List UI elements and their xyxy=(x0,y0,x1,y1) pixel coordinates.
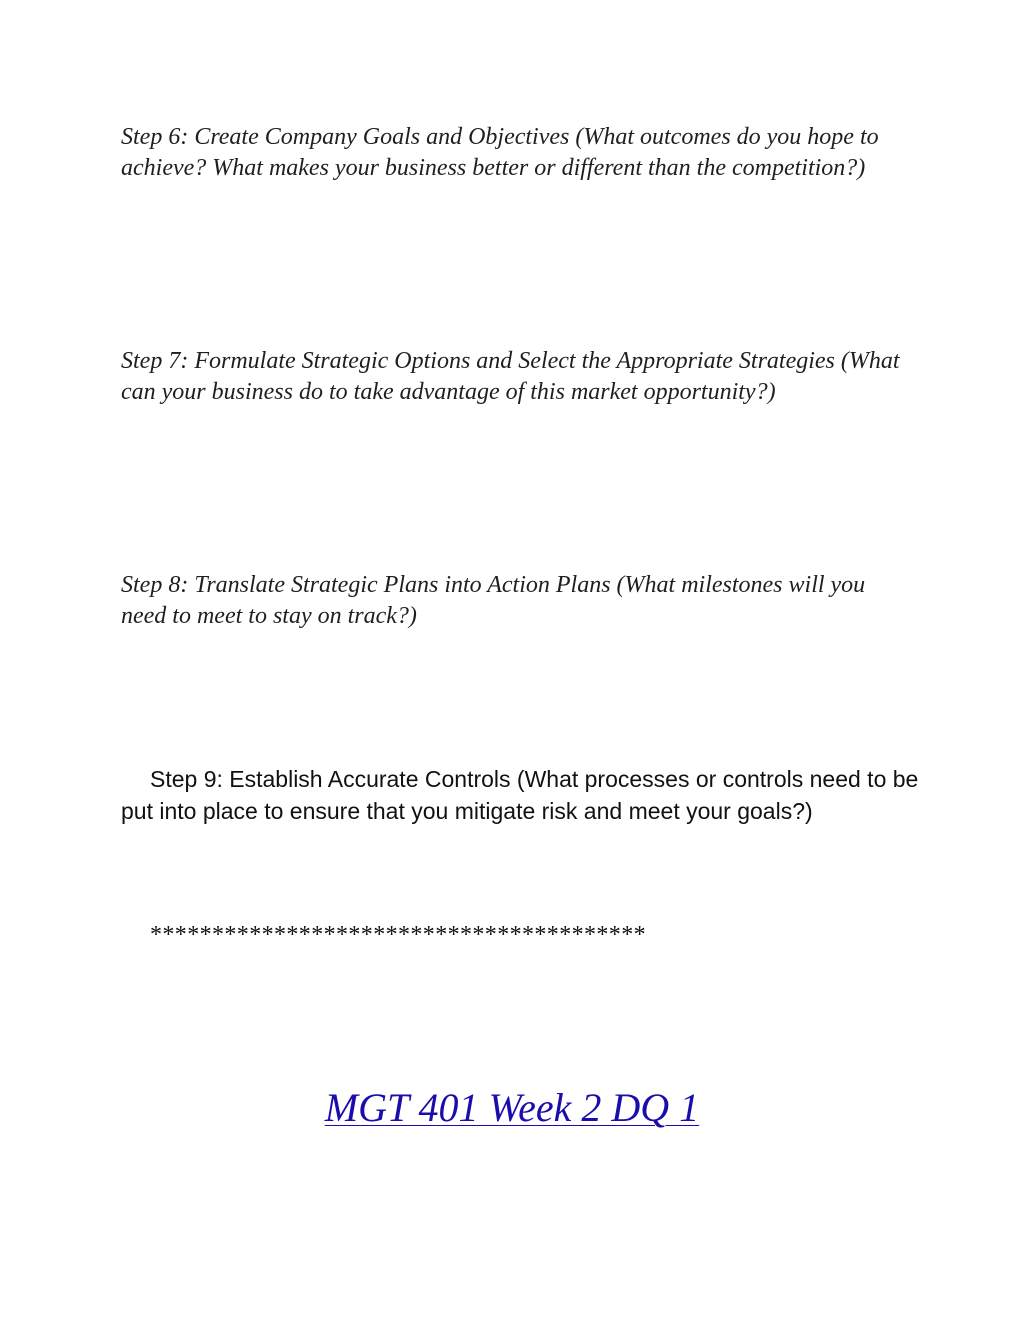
step-9-paragraph: Step 9: Establish Accurate Controls (What processes or controls need to be put into place to ensure that you mitigate risk and meet your goals?) xyxy=(121,766,919,824)
step-8-paragraph: Step 8: Translate Strategic Plans into Action Plans (What milestones will you need to meet to stay on track?) xyxy=(121,572,866,629)
separator-line: **************************************** xyxy=(150,922,646,948)
step-6-paragraph: Step 6: Create Company Goals and Objectives (What outcomes do you hope to achieve? What makes your business better or different than the competition?) xyxy=(121,124,879,181)
doc-title-container xyxy=(0,1084,1024,1132)
doc-title-link[interactable]: MGT 401 Week 2 DQ 1 xyxy=(324,1085,700,1130)
step-7-paragraph: Step 7: Formulate Strategic Options and Select the Appropriate Strategies (What can your business do to take advantage of this market opportunity?) xyxy=(121,348,900,405)
